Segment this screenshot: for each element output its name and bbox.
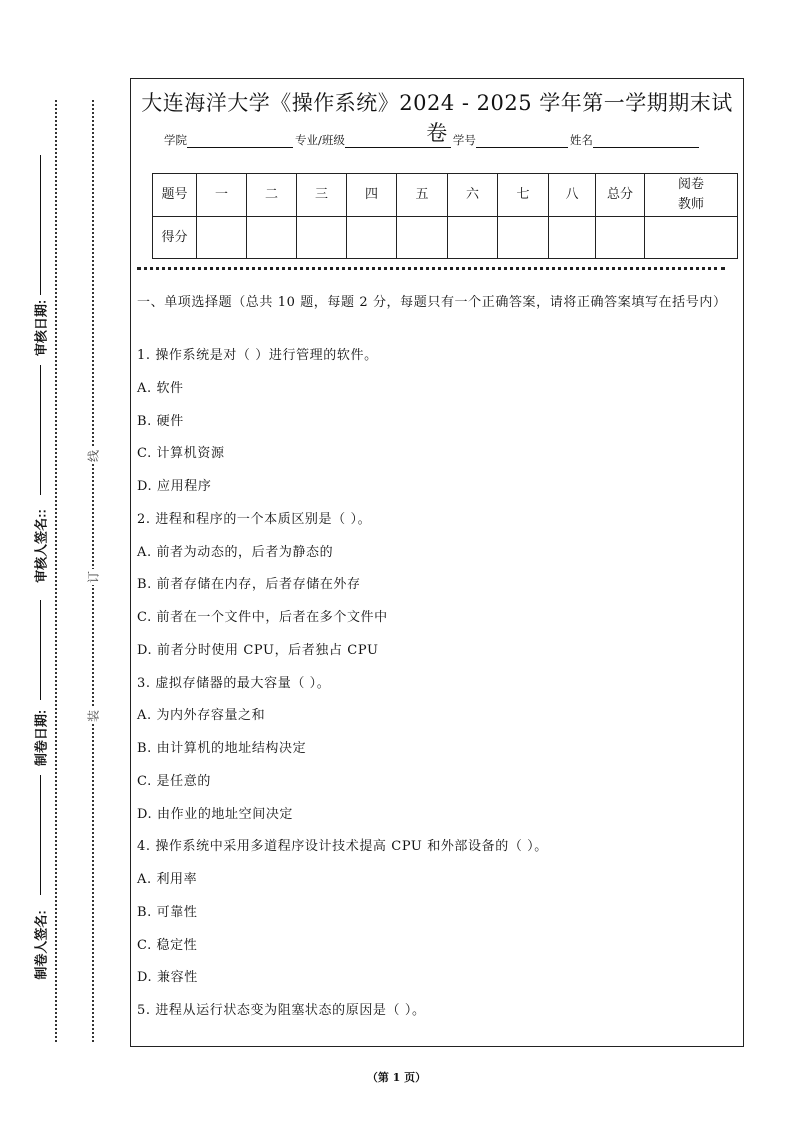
answer-option: C. 稳定性 (137, 937, 198, 953)
exam-frame (130, 78, 744, 1047)
binding-mark-ding: 订 (86, 570, 101, 584)
col-header: 五 (397, 174, 448, 217)
signature-line (40, 600, 41, 700)
exam-title: 大连海洋大学《操作系统》2024 - 2025 学年第一学期期末试卷 (141, 91, 733, 145)
col-header: 六 (448, 174, 498, 217)
question-stem: 1. 操作系统是对（ ）进行管理的软件。 (137, 348, 378, 363)
student-info (164, 132, 701, 148)
score-cell[interactable] (549, 217, 596, 259)
answer-option: A. 软件 (137, 380, 184, 396)
answer-option: A. 前者为动态的，后者为静态的 (137, 544, 334, 560)
answer-option: C. 前者在一个文件中，后者在多个文件中 (137, 610, 388, 625)
student-id-field[interactable] (476, 133, 568, 148)
major-class-label: 专业/班级 (295, 133, 345, 147)
name-field[interactable] (593, 133, 699, 148)
name-label: 姓名 (569, 133, 593, 147)
answer-option: D. 兼容性 (137, 970, 198, 986)
col-header: 二 (247, 174, 297, 217)
major-class-field[interactable] (345, 133, 451, 148)
score-cell[interactable] (448, 217, 498, 259)
question-stem: 4. 操作系统中采用多道程序设计技术提高 CPU 和外部设备的（ ）。 (137, 839, 548, 855)
score-cell[interactable] (498, 217, 549, 259)
col-header: 三 (297, 174, 347, 217)
score-cell[interactable] (297, 217, 347, 259)
signature-line (40, 155, 41, 295)
score-cell[interactable] (347, 217, 397, 259)
answer-option: D. 前者分时使用 CPU，后者独占 CPU (137, 642, 379, 658)
question-stem: 2. 进程和程序的一个本质区别是（ ）。 (137, 511, 372, 527)
col-header: 七 (498, 174, 549, 217)
section-heading: 一、单项选择题（总共 10 题，每题 2 分，每题只有一个正确答案，请将正确答案填写在括号内） (137, 295, 727, 310)
maker-signature-label: 制卷人签名: (33, 910, 49, 980)
student-id-label: 学号 (452, 133, 476, 147)
answer-option: A. 为内外存容量之和 (137, 708, 266, 724)
score-table (152, 173, 738, 259)
answer-option: C. 是任意的 (137, 773, 211, 789)
college-field[interactable] (187, 133, 293, 148)
col-header: 八 (549, 174, 596, 217)
question-stem: 5. 进程从运行状态变为阻塞状态的原因是（ ）。 (137, 1003, 426, 1018)
col-header-grader: 阅卷教师 (645, 174, 738, 217)
make-date-label: 制卷日期: (33, 709, 49, 767)
score-cell[interactable] (645, 217, 738, 259)
binding-mark-xian: 线 (86, 449, 101, 463)
review-date-label: 审核日期: (33, 299, 49, 357)
score-cell[interactable] (247, 217, 297, 259)
score-cell[interactable] (197, 217, 247, 259)
answer-option: B. 硬件 (137, 413, 184, 429)
answer-option: D. 应用程序 (137, 479, 212, 494)
answer-option: C. 计算机资源 (137, 446, 225, 462)
question-number-header: 题号 (153, 174, 197, 217)
answer-option: B. 可靠性 (137, 904, 198, 920)
col-header: 一 (197, 174, 247, 217)
reviewer-signature-label: 审核人签名:: (33, 509, 49, 583)
binding-mark-zhuang: 装 (86, 709, 101, 723)
question-stem: 3. 虚拟存储器的最大容量（ ）。 (137, 675, 331, 691)
answer-option: D. 由作业的地址空间决定 (137, 806, 294, 822)
signature-line (40, 365, 41, 495)
score-row-header: 得分 (153, 217, 197, 259)
margin-dotted-line (55, 100, 57, 1042)
col-header: 总分 (596, 174, 645, 217)
page-number: （第 1 页） (366, 1071, 427, 1084)
answer-option: B. 前者存储在内存，后者存储在外存 (137, 577, 361, 593)
answer-option: B. 由计算机的地址结构决定 (137, 741, 307, 756)
score-cell[interactable] (596, 217, 645, 259)
score-cell[interactable] (397, 217, 448, 259)
dotted-separator (137, 267, 725, 270)
answer-option: A. 利用率 (137, 872, 198, 887)
college-label: 学院 (164, 133, 187, 147)
col-header: 四 (347, 174, 397, 217)
signature-line (40, 775, 41, 895)
